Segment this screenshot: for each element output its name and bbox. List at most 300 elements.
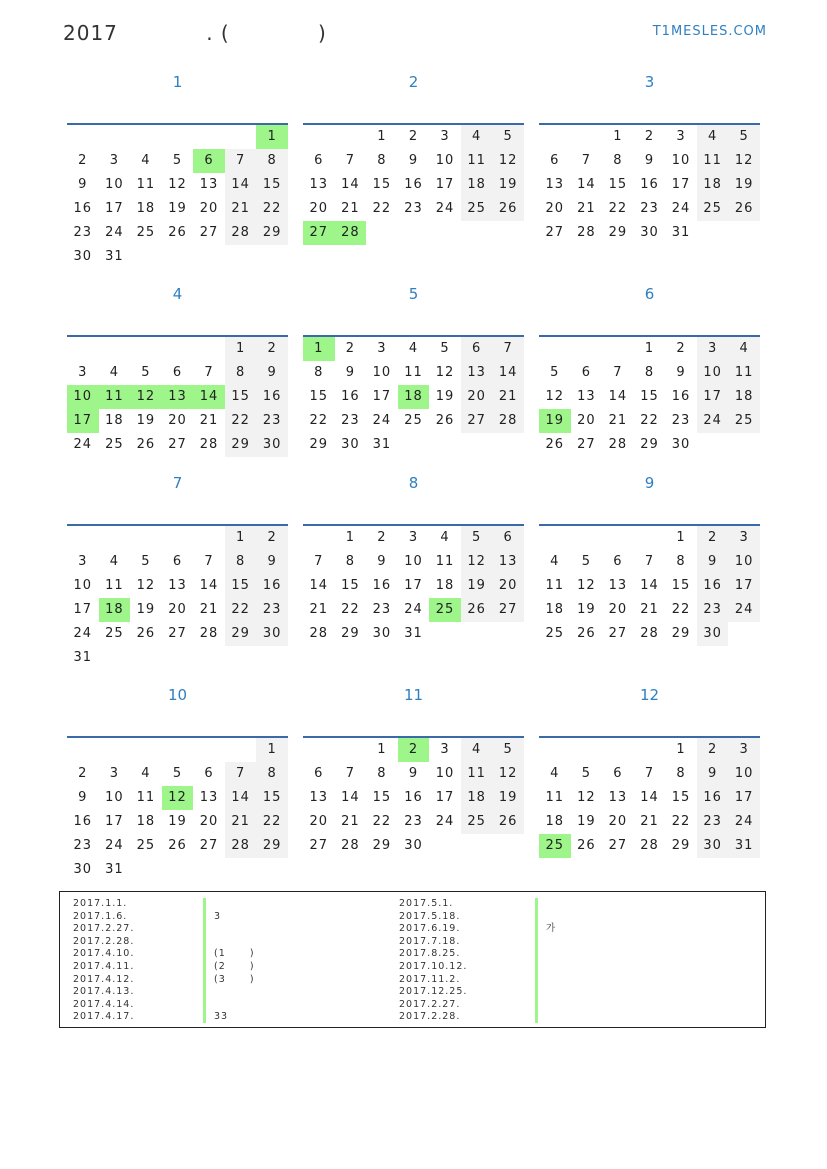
empty-cell [539, 125, 571, 149]
day-cell: 30 [697, 622, 729, 646]
empty-cell [303, 738, 335, 762]
day-cell: 11 [435, 554, 455, 569]
day-cell: 12 [577, 790, 596, 805]
note-line: 3 [214, 910, 222, 922]
day-cell: 10 [73, 578, 93, 593]
day-cell: 8 [377, 153, 387, 168]
day-cell: 11 [461, 762, 493, 786]
day-cell: 7 [492, 337, 524, 361]
day-cell: 5 [492, 738, 524, 762]
day-cell: 9 [256, 361, 288, 385]
day-cell: 22 [671, 602, 691, 617]
day-cell: 15 [671, 578, 691, 593]
day-cell: 30 [372, 626, 392, 641]
day-cell: 22 [372, 814, 392, 829]
day-cell: 19 [168, 814, 187, 829]
note-line: (1 ) [214, 948, 255, 960]
month-name: 3 [644, 73, 655, 91]
empty-cell [225, 125, 257, 149]
month-grid [67, 335, 288, 457]
day-cell: 16 [73, 201, 93, 216]
day-cell: 12 [728, 149, 760, 173]
day-cell: 18 [728, 385, 760, 409]
day-cell: 25 [136, 225, 156, 240]
day-cell: 1 [345, 530, 355, 545]
day-cell: 2 [78, 153, 88, 168]
day-cell: 3 [676, 129, 686, 144]
day-cell: 23 [256, 409, 288, 433]
day-cell: 6 [172, 554, 183, 569]
day-cell: 24 [105, 838, 124, 853]
day-cell: 2 [377, 530, 387, 545]
day-cell: 20 [199, 814, 219, 829]
day-cell: 14 [225, 786, 257, 810]
day-cell: 27 [608, 838, 628, 853]
day-cell: 6 [550, 153, 560, 168]
day-cell: 8 [377, 766, 387, 781]
day-cell: 30 [671, 437, 691, 452]
day-cell: 22 [341, 602, 360, 617]
day-cell: 9 [676, 365, 686, 380]
day-cell: 17 [105, 814, 124, 829]
day-cell: 13 [492, 550, 524, 574]
empty-cell [303, 526, 335, 550]
day-cell: 4 [461, 125, 493, 149]
day-cell: 2 [256, 337, 288, 361]
day-cell: 5 [141, 554, 151, 569]
day-cell: 12 [130, 385, 162, 409]
day-cell: 25 [461, 810, 493, 834]
day-cell: 24 [671, 201, 691, 216]
month-grid [539, 123, 760, 245]
day-cell: 21 [199, 413, 219, 428]
day-cell: 4 [141, 766, 151, 781]
day-cell: 15 [256, 786, 288, 810]
day-cell: 22 [256, 810, 288, 834]
day-cell: 13 [199, 790, 219, 805]
day-cell: 23 [73, 838, 93, 853]
day-cell: 20 [492, 574, 524, 598]
day-cell: 25 [461, 197, 493, 221]
day-cell: 23 [671, 413, 691, 428]
month-name: 11 [403, 686, 424, 704]
day-cell: 14 [199, 578, 219, 593]
day-cell: 30 [73, 862, 93, 877]
day-cell: 11 [404, 365, 423, 380]
note-line: 가 [546, 923, 557, 935]
day-cell: 30 [697, 834, 729, 858]
day-cell: 20 [168, 413, 187, 428]
day-cell: 25 [429, 598, 461, 622]
day-cell: 24 [728, 598, 760, 622]
day-cell: 28 [608, 437, 628, 452]
day-cell: 1 [377, 742, 387, 757]
day-cell: 4 [728, 337, 760, 361]
day-cell: 28 [199, 437, 219, 452]
day-cell: 15 [309, 389, 329, 404]
day-cell: 3 [440, 742, 450, 757]
day-cell: 3 [109, 766, 119, 781]
day-cell: 19 [136, 413, 156, 428]
day-cell: 26 [577, 838, 596, 853]
day-cell: 19 [577, 602, 596, 617]
day-cell: 24 [435, 201, 455, 216]
right-dates-column [399, 898, 467, 1024]
day-cell: 11 [545, 578, 565, 593]
empty-cell [67, 125, 99, 149]
day-cell: 3 [408, 530, 419, 545]
month-name: 9 [644, 474, 655, 492]
day-cell: 21 [341, 201, 360, 216]
day-cell: 12 [168, 177, 187, 192]
day-cell: 1 [676, 530, 686, 545]
day-cell: 11 [545, 790, 565, 805]
note-line: (3 ) [214, 973, 255, 985]
day-cell: 8 [256, 762, 288, 786]
day-cell: 10 [105, 177, 124, 192]
empty-cell [539, 738, 571, 762]
left-dates-column [73, 898, 134, 1024]
day-cell: 22 [608, 201, 628, 216]
empty-cell [99, 526, 131, 550]
day-cell: 6 [613, 766, 623, 781]
day-cell: 22 [671, 814, 691, 829]
day-cell: 9 [377, 554, 387, 569]
day-cell: 30 [256, 622, 288, 646]
day-cell: 26 [492, 197, 524, 221]
day-cell: 21 [225, 197, 257, 221]
note-line: 2017.4.10. [73, 948, 135, 960]
day-cell: 5 [141, 365, 151, 380]
day-cell: 4 [697, 125, 729, 149]
day-cell: 16 [404, 790, 423, 805]
day-cell: 21 [492, 385, 524, 409]
day-cell: 7 [644, 766, 655, 781]
day-cell: 7 [314, 554, 324, 569]
day-cell: 30 [640, 225, 659, 240]
month-name: 7 [172, 474, 183, 492]
month-grid [67, 123, 288, 269]
day-cell: 26 [435, 413, 455, 428]
day-cell: 17 [105, 201, 124, 216]
day-cell: 3 [78, 554, 88, 569]
day-cell: 25 [404, 413, 423, 428]
day-cell: 25 [136, 838, 156, 853]
day-cell: 28 [309, 626, 329, 641]
day-cell: 15 [341, 578, 360, 593]
day-cell: 27 [492, 598, 524, 622]
day-cell: 14 [492, 361, 524, 385]
empty-cell [225, 738, 257, 762]
month-3 [539, 73, 760, 240]
day-cell: 8 [644, 365, 655, 380]
day-cell: 14 [225, 173, 257, 197]
month-grid [539, 524, 760, 646]
day-cell: 17 [435, 177, 455, 192]
day-cell: 25 [545, 626, 565, 641]
day-cell: 27 [168, 626, 187, 641]
day-cell: 18 [136, 201, 156, 216]
day-cell: 28 [640, 838, 659, 853]
day-cell: 27 [309, 838, 329, 853]
site-brand[interactable]: T1MESLES.COM [652, 24, 767, 39]
day-cell: 30 [404, 838, 423, 853]
day-cell: 18 [136, 814, 156, 829]
day-cell: 18 [461, 786, 493, 810]
day-cell: 23 [341, 413, 360, 428]
day-cell: 2 [398, 738, 430, 762]
day-cell: 16 [73, 814, 93, 829]
empty-cell [335, 738, 367, 762]
day-cell: 7 [581, 153, 591, 168]
day-cell: 28 [577, 225, 596, 240]
day-cell: 5 [581, 554, 591, 569]
empty-cell [99, 337, 131, 361]
day-cell: 21 [341, 814, 360, 829]
empty-cell [634, 526, 666, 550]
month-12 [539, 686, 760, 853]
note-line: (2 ) [214, 960, 255, 972]
note-line: 2017.6.19. [399, 923, 461, 935]
empty-cell [602, 738, 634, 762]
month-grid [67, 524, 288, 670]
day-cell: 14 [640, 578, 659, 593]
month-4 [67, 285, 288, 452]
day-cell: 26 [168, 225, 187, 240]
day-cell: 30 [341, 437, 360, 452]
day-cell: 6 [193, 149, 225, 173]
day-cell: 7 [613, 365, 623, 380]
day-cell: 4 [461, 738, 493, 762]
day-cell: 5 [492, 125, 524, 149]
day-cell: 19 [435, 389, 455, 404]
day-cell: 29 [225, 433, 257, 457]
month-8 [303, 474, 524, 641]
day-cell: 16 [372, 578, 392, 593]
day-cell: 13 [461, 361, 493, 385]
note-line [546, 898, 556, 911]
day-cell: 13 [577, 389, 596, 404]
month-grid [539, 335, 760, 457]
empty-cell [193, 526, 225, 550]
day-cell: 18 [545, 602, 565, 617]
day-cell: 16 [671, 389, 691, 404]
day-cell: 13 [168, 578, 187, 593]
month-grid [67, 736, 288, 882]
note-line: 2017.5.18. [399, 910, 461, 922]
day-cell: 25 [105, 626, 124, 641]
day-cell: 30 [256, 433, 288, 457]
day-cell: 15 [640, 389, 659, 404]
note-line [546, 974, 556, 987]
empty-cell [130, 526, 162, 550]
day-cell: 8 [676, 766, 686, 781]
day-cell: 19 [492, 786, 524, 810]
day-cell: 31 [105, 249, 124, 264]
day-cell: 27 [303, 221, 335, 245]
day-cell: 3 [377, 341, 387, 356]
month-5 [303, 285, 524, 452]
day-cell: 10 [435, 153, 455, 168]
empty-cell [99, 125, 131, 149]
page-title: 2017 . ( ) [63, 21, 327, 45]
day-cell: 10 [435, 766, 455, 781]
day-cell: 11 [461, 149, 493, 173]
day-cell: 29 [341, 626, 360, 641]
day-cell: 5 [550, 365, 560, 380]
day-cell: 26 [168, 838, 187, 853]
day-cell: 1 [225, 526, 257, 550]
day-cell: 20 [199, 201, 219, 216]
day-cell: 31 [671, 225, 691, 240]
day-cell: 11 [728, 361, 760, 385]
day-cell: 2 [345, 341, 355, 356]
month-1 [67, 73, 288, 264]
day-cell: 5 [461, 526, 493, 550]
day-cell: 21 [640, 814, 659, 829]
note-line [546, 936, 556, 949]
day-cell: 31 [372, 437, 392, 452]
left-descriptions-column [214, 898, 255, 1024]
day-cell: 20 [309, 814, 329, 829]
month-name: 8 [408, 474, 419, 492]
day-cell: 18 [105, 413, 124, 428]
day-cell: 28 [225, 221, 257, 245]
empty-cell [130, 738, 162, 762]
day-cell: 6 [204, 766, 214, 781]
day-cell: 27 [199, 838, 219, 853]
day-cell: 17 [404, 578, 423, 593]
month-10 [67, 686, 288, 877]
day-cell: 22 [309, 413, 329, 428]
day-cell: 3 [440, 129, 450, 144]
empty-cell [571, 337, 603, 361]
note-line [546, 961, 556, 974]
day-cell: 6 [492, 526, 524, 550]
day-cell: 17 [435, 790, 455, 805]
note-line [546, 999, 556, 1012]
day-cell: 7 [225, 762, 257, 786]
day-cell: 18 [545, 814, 565, 829]
month-2 [303, 73, 524, 240]
empty-cell [602, 337, 634, 361]
note-line [214, 986, 255, 999]
day-cell: 23 [404, 814, 423, 829]
day-cell: 24 [372, 413, 392, 428]
day-cell: 27 [461, 409, 493, 433]
day-cell: 13 [545, 177, 565, 192]
day-cell: 15 [225, 574, 257, 598]
day-cell: 22 [225, 598, 257, 622]
day-cell: 18 [697, 173, 729, 197]
day-cell: 19 [168, 201, 187, 216]
day-cell: 12 [577, 578, 596, 593]
day-cell: 13 [309, 790, 329, 805]
month-7 [67, 474, 288, 665]
day-cell: 13 [162, 385, 194, 409]
day-cell: 23 [256, 598, 288, 622]
day-cell: 29 [608, 225, 628, 240]
note-line: 2017.4.11. [73, 960, 135, 972]
day-cell: 16 [697, 574, 729, 598]
day-cell: 29 [309, 437, 329, 452]
month-9 [539, 474, 760, 641]
day-cell: 23 [697, 598, 729, 622]
month-grid [303, 335, 524, 457]
empty-cell [539, 337, 571, 361]
empty-cell [162, 738, 194, 762]
day-cell: 17 [73, 602, 93, 617]
month-name: 12 [639, 686, 660, 704]
note-line: 2017.11.2. [399, 973, 461, 985]
day-cell: 1 [256, 738, 288, 762]
note-line [546, 948, 556, 961]
day-cell: 21 [577, 201, 596, 216]
empty-cell [571, 125, 603, 149]
note-line [214, 936, 255, 949]
empty-cell [67, 337, 99, 361]
day-cell: 10 [728, 550, 760, 574]
day-cell: 14 [341, 177, 360, 192]
day-cell: 18 [99, 598, 131, 622]
day-cell: 15 [256, 173, 288, 197]
day-cell: 19 [539, 409, 571, 433]
note-line [214, 923, 255, 936]
day-cell: 4 [109, 365, 119, 380]
day-cell: 3 [78, 365, 88, 380]
day-cell: 19 [492, 173, 524, 197]
day-cell: 11 [105, 578, 124, 593]
day-cell: 9 [697, 550, 729, 574]
day-cell: 17 [372, 389, 392, 404]
note-line: 2017.8.25. [399, 948, 461, 960]
empty-cell [99, 738, 131, 762]
day-cell: 1 [303, 337, 335, 361]
day-cell: 16 [404, 177, 423, 192]
month-name: 6 [644, 285, 655, 303]
day-cell: 19 [136, 602, 156, 617]
day-cell: 20 [608, 814, 628, 829]
day-cell: 27 [577, 437, 596, 452]
month-grid [303, 524, 524, 646]
day-cell: 22 [372, 201, 392, 216]
day-cell: 23 [372, 602, 392, 617]
day-cell: 7 [204, 554, 214, 569]
day-cell: 6 [314, 766, 324, 781]
day-cell: 28 [199, 626, 219, 641]
day-cell: 9 [78, 177, 88, 192]
day-cell: 16 [256, 574, 288, 598]
day-cell: 28 [335, 221, 367, 245]
day-cell: 24 [697, 409, 729, 433]
day-cell: 2 [408, 129, 419, 144]
day-cell: 10 [728, 762, 760, 786]
day-cell: 6 [581, 365, 591, 380]
day-cell: 16 [341, 389, 360, 404]
day-cell: 9 [345, 365, 355, 380]
empty-cell [571, 526, 603, 550]
empty-cell [193, 337, 225, 361]
day-cell: 7 [225, 149, 257, 173]
empty-cell [634, 738, 666, 762]
day-cell: 29 [256, 221, 288, 245]
day-cell: 14 [577, 177, 596, 192]
day-cell: 24 [73, 626, 93, 641]
month-grid [303, 123, 524, 245]
day-cell: 27 [608, 626, 628, 641]
month-grid [539, 736, 760, 858]
day-cell: 9 [256, 550, 288, 574]
